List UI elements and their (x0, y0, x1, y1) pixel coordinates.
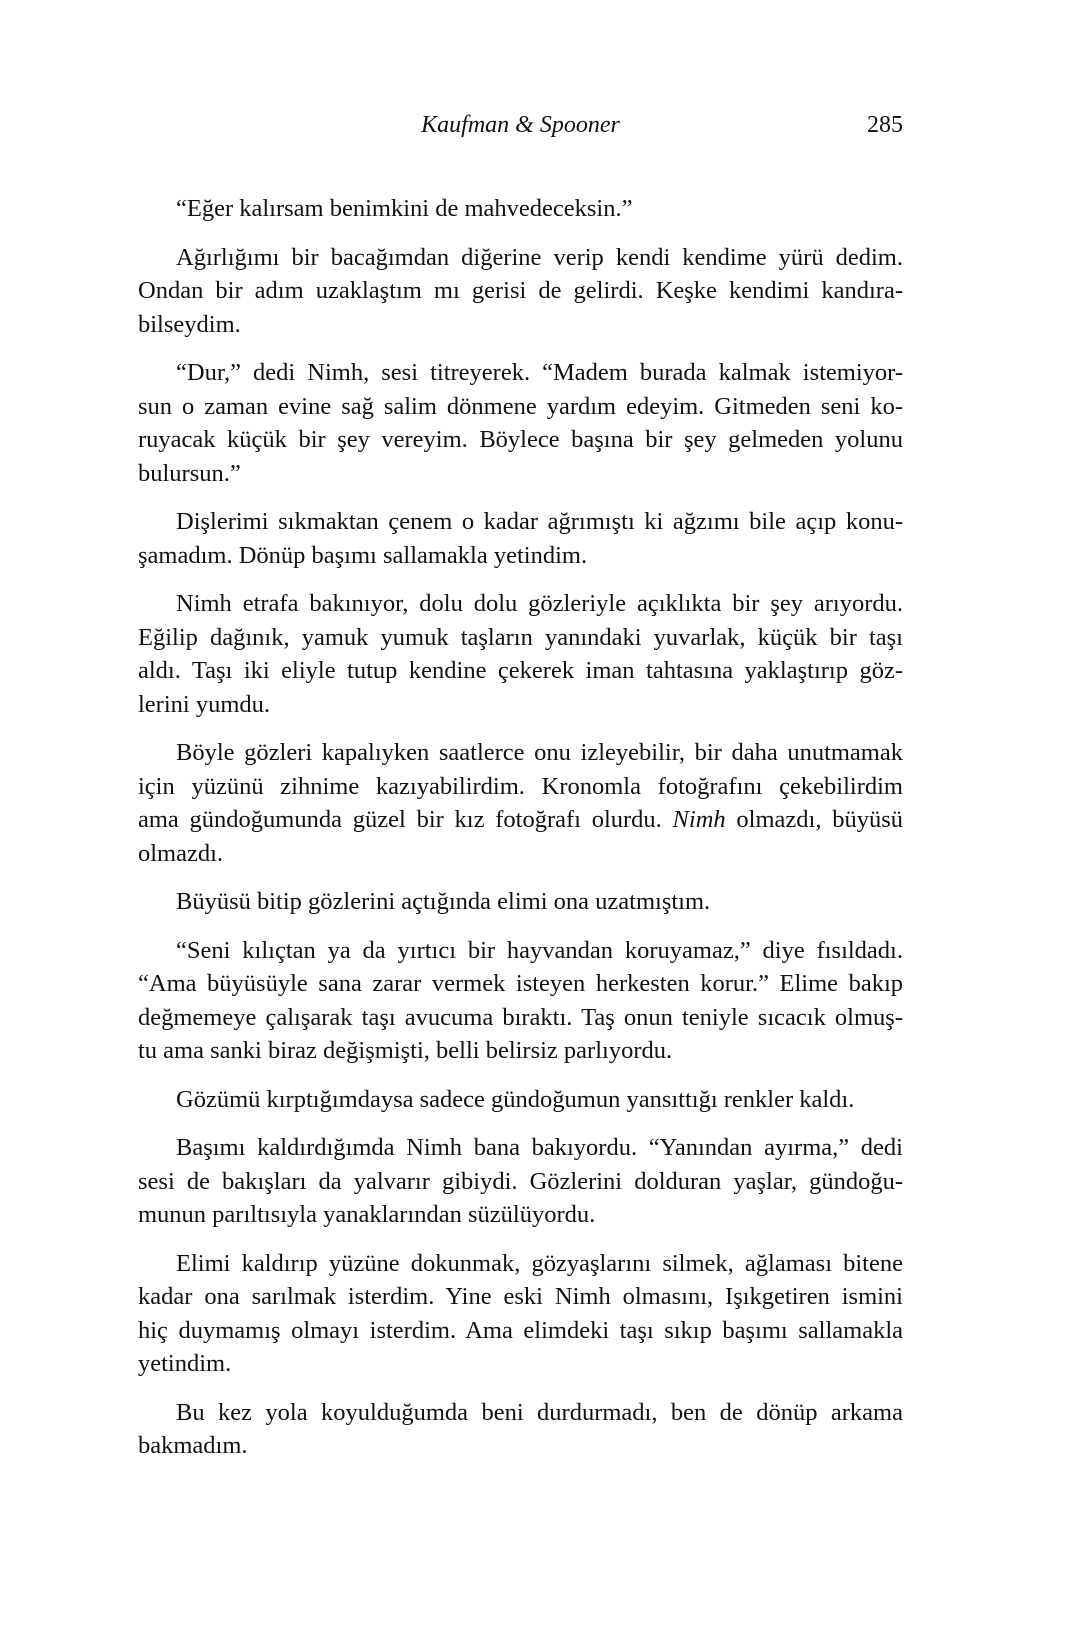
paragraph (138, 587, 903, 721)
paragraph (138, 505, 903, 572)
text-line: Elimi kaldırıp yüzüne dokunmak, gözyaşlarını silmek, ağlaması bitene (176, 1249, 903, 1277)
text-line: için yüzünü zihnime kazıyabilirdim. Kronomla fotoğrafını çekebilirdim (138, 772, 903, 800)
text-line: aldı. Taşı iki eliyle tutup kendine çekerek iman tahtasına yaklaştırıp göz- (138, 657, 903, 684)
text-line: yetindim. (138, 1350, 232, 1377)
paragraph (138, 192, 903, 226)
text-line: Eğilip dağınık, yamuk yumuk taşların yanındaki yuvarlak, küçük bir taşı (138, 623, 903, 651)
paragraph (138, 1083, 903, 1117)
paragraph (138, 1131, 903, 1232)
text-line: Büyüsü bitip gözlerini açtığında elimi ona uzatmıştım. (176, 888, 711, 915)
paragraph (138, 736, 903, 870)
page-body (138, 192, 903, 1478)
text-line: lerini yumdu. (138, 690, 271, 718)
text-line: “Eğer kalırsam benimkini de mahvedeceksin.” (176, 195, 633, 222)
text-line: sesi de bakışları da yalvarır gibiydi. Gözlerini dolduran yaşlar, gündoğu- (138, 1167, 903, 1195)
paragraph (138, 1247, 903, 1381)
text-line: şamadım. Dönüp başımı sallamakla yetindim. (138, 541, 588, 569)
paragraph (138, 885, 903, 919)
text-line: sun o zaman evine sağ salim dönmene yardım edeyim. Gitmeden seni ko- (138, 392, 903, 420)
page-header (138, 112, 903, 146)
text-line: ruyacak küçük bir şey vereyim. Böylece başına bir şey gelmeden yolunu (138, 426, 903, 453)
text-line (138, 803, 903, 837)
text-line: “Seni kılıçtan ya da yırtıcı bir hayvandan koruyamaz,” diye fısıldadı. (176, 936, 903, 964)
paragraph (138, 356, 903, 490)
text-segment: olmazdı, büyüsü (725, 806, 903, 833)
page-number: 285 (867, 112, 903, 138)
text-line: bulursun.” (138, 459, 241, 487)
text-line: Nimh etrafa bakınıyor, dolu dolu gözleriyle açıklıkta bir şey arıyordu. (176, 590, 903, 617)
paragraph (138, 934, 903, 1068)
paragraph (138, 1396, 903, 1463)
text-line: bakmadım. (138, 1432, 248, 1459)
text-line: hiç duymamış olmayı isterdim. Ama elimdeki taşı sıkıp başımı sallamakla (138, 1316, 903, 1344)
text-line: Gözümü kırptığımdaysa sadece gündoğumun yansıttığı renkler kaldı. (176, 1085, 855, 1113)
text-line: Bu kez yola koyulduğumda beni durdurmadı, ben de dönüp arkama (176, 1398, 903, 1426)
text-line: kadar ona sarılmak isterdim. Yine eski Nimh olmasını, Işıkgetiren ismini (138, 1283, 903, 1310)
text-line: Ondan bir adım uzaklaştım mı gerisi de gelirdi. Keşke kendimi kandıra- (138, 277, 903, 304)
paragraph (138, 241, 903, 342)
text-line: olmazdı. (138, 839, 224, 867)
text-line: tu ama sanki biraz değişmişti, belli belirsiz parlıyordu. (138, 1037, 673, 1064)
text-line: Böyle gözleri kapalıyken saatlerce onu izleyebilir, bir daha unutmamak (176, 739, 903, 766)
text-line: Başımı kaldırdığımda Nimh bana bakıyordu. “Yanından ayırma,” dedi (176, 1134, 903, 1161)
text-line: munun parıltısıyla yanaklarından süzülüyordu. (138, 1201, 596, 1228)
text-line: “Dur,” dedi Nimh, sesi titreyerek. “Madem burada kalmak istemiyor- (176, 359, 903, 386)
running-title: Kaufman & Spooner (421, 112, 620, 138)
text-line: Dişlerimi sıkmaktan çenem o kadar ağrımıştı ki ağzımı bile açıp konu- (176, 508, 903, 535)
text-line: “Ama büyüsüyle sana zarar vermek isteyen herkesten korur.” Elime bakıp (138, 970, 903, 997)
text-line: Ağırlığımı bir bacağımdan diğerine verip kendi kendime yürü dedim. (176, 243, 903, 271)
italic-name: Nimh (672, 806, 726, 833)
text-line: değmemeye çalışarak taşı avucuma bıraktı. Taş onun teniyle sıcacık olmuş- (138, 1003, 903, 1031)
text-segment: ama gündoğumunda güzel bir kız fotoğrafı olurdu. (138, 806, 673, 833)
text-line: bilseydim. (138, 310, 241, 338)
